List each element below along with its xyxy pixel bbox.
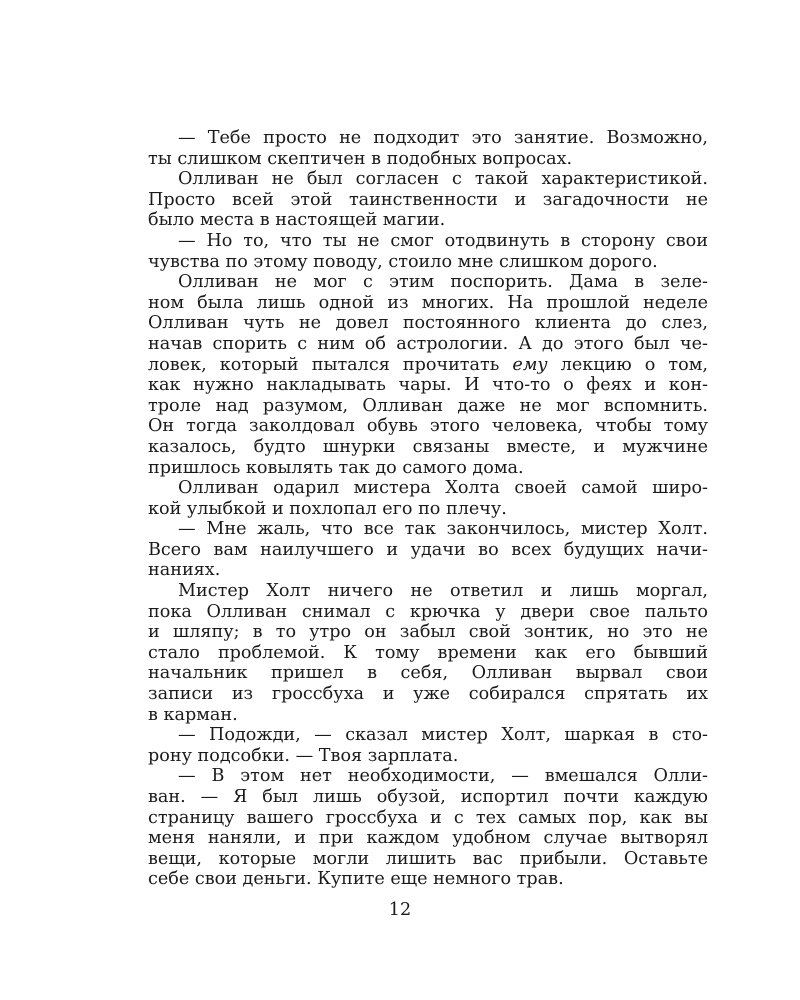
text-line: и шляпу; в то утро он забыл свой зонтик, но это не bbox=[148, 622, 708, 643]
text-line: Олливан чуть не довел постоянного клиента до слез, bbox=[148, 313, 708, 334]
text-line: наниях. bbox=[148, 560, 221, 581]
text-line: начав спорить с ним об астрологии. А до этого был че- bbox=[148, 333, 708, 354]
text-line: казалось, будто шнурки связаны вместе, и мужчине bbox=[148, 436, 708, 457]
text-line: чувства по этому поводу, стоило мне слишком дорого. bbox=[148, 251, 658, 272]
emphasis-text: ему bbox=[512, 354, 548, 375]
text-line: Олливан не был согласен с такой характеристикой. bbox=[178, 169, 708, 190]
text-line: пришлось ковылять так до самого дома. bbox=[148, 457, 524, 478]
text-line: страницу вашего гроссбуха и с тех самых пор, как вы bbox=[148, 807, 708, 828]
text-line: в карман. bbox=[148, 704, 238, 725]
text-line: себе свои деньги. Купите еще немного трав. bbox=[148, 869, 564, 890]
text-line: кой улыбкой и похлопал его по плечу. bbox=[148, 498, 507, 519]
text-line: — Но то, что ты не смог отодвинуть в сторону свои bbox=[178, 230, 708, 251]
text-span: ловек, который пытался прочитать bbox=[148, 354, 513, 375]
text-line: — Тебе просто не подходит это занятие. Возможно, bbox=[178, 128, 708, 148]
text-line bbox=[148, 355, 708, 376]
text-line: Всего вам наилучшего и удачи во всех будущих начи- bbox=[148, 539, 708, 560]
text-line: Он тогда заколдовал обувь этого человека, чтобы тому bbox=[148, 416, 708, 437]
text-line: записи из гроссбуха и уже собирался спрятать их bbox=[148, 684, 708, 705]
text-line: Просто всей этой таинственности и загадочности не bbox=[148, 189, 708, 210]
text-line: троле над разумом, Олливан даже не мог вспомнить. bbox=[148, 395, 708, 416]
text-line: Мистер Холт ничего не ответил и лишь моргал, bbox=[178, 581, 708, 602]
text-line: — В этом нет необходимости, — вмешался Олли- bbox=[178, 766, 708, 787]
text-line: пока Олливан снимал с крючка у двери свое пальто bbox=[148, 601, 708, 622]
text-line: — Подожди, — сказал мистер Холт, шаркая в сто- bbox=[178, 725, 708, 746]
text-span: лекцию о том, bbox=[547, 354, 708, 375]
text-line: начальник пришел в себя, Олливан вырвал свои bbox=[148, 663, 708, 684]
text-line: как нужно накладывать чары. И что-то о феях и кон- bbox=[148, 375, 708, 396]
body-text bbox=[148, 128, 708, 890]
text-line: — Мне жаль, что все так закончилось, мистер Холт. bbox=[178, 519, 708, 540]
text-line: было места в настоящей магии. bbox=[148, 210, 446, 231]
page-number: 12 bbox=[388, 900, 412, 920]
text-line: ван. — Я был лишь обузой, испортил почти каждую bbox=[148, 787, 708, 807]
text-line: ты слишком скептичен в подобных вопросах. bbox=[148, 148, 573, 169]
text-line: Олливан не мог с этим поспорить. Дама в зеле- bbox=[178, 272, 708, 293]
text-line: ном была лишь одной из многих. На прошлой неделе bbox=[148, 292, 708, 313]
text-line: стало проблемой. К тому времени как его бывший bbox=[148, 642, 708, 663]
text-line: вещи, которые могли лишить вас прибыли. Оставьте bbox=[148, 848, 708, 869]
text-line: Олливан одарил мистера Холта своей самой широ- bbox=[178, 478, 708, 499]
text-line: меня наняли, и при каждом удобном случае вытворял bbox=[148, 828, 708, 849]
text-line: рону подсобки. — Твоя зарплата. bbox=[148, 745, 459, 766]
